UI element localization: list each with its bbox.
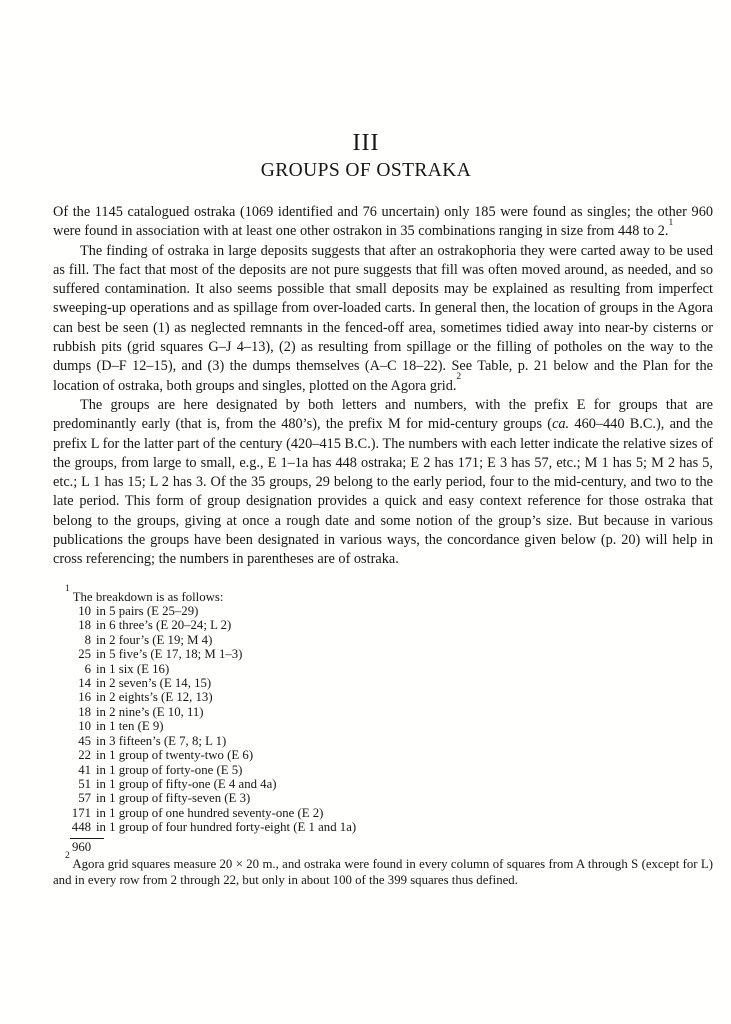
item-count: 171 xyxy=(71,805,91,820)
paragraph-3-text-post: 460–440 B.C.), and the prefix L for the latter part of the century (420–415 B.C.). The numbers with each letter indicate the relative sizes of the groups, from large to small, e.g., E 1–1a has 448 ostraka; E 2 has 171; E 3 has 57, etc.; M 1 has 5; M 2 has 5, etc.; L 1 has 15; L 2 has 3. Of the 35 groups, 29 belong to the early period, four to the mid-century, and two to the late period. This form of group designation provides a quick and easy context reference for those ostraka that belong to the groups, giving at once a rough date and some notion of the group’s size. But because in various publications the groups have been designated in various ways, the concordance given below (p. 20) will help in cross referencing; the numbers in parentheses are of ostraka. xyxy=(53,416,713,568)
list-item xyxy=(53,763,713,777)
chapter-title: GROUPS OF OSTRAKA xyxy=(260,160,472,181)
item-count: 18 xyxy=(78,704,91,719)
paragraph-1 xyxy=(53,203,713,242)
list-item xyxy=(53,604,713,618)
footnote-1-marker: 1 xyxy=(65,583,70,594)
chapter-number: III xyxy=(352,130,380,156)
list-item xyxy=(53,690,713,704)
item-desc: in 2 seven’s (E 14, 15) xyxy=(96,676,212,691)
item-count: 8 xyxy=(84,632,91,647)
chapter-heading xyxy=(36,130,696,182)
list-item xyxy=(53,618,713,632)
paragraph-3-text-pre: The groups are here designated by both letters and numbers, with the prefix E for groups that are predominantly early (that is, from the 480’s), the prefix M for mid-century groups ( xyxy=(53,396,713,433)
footnote-1-intro-text: The breakdown is as follows: xyxy=(72,589,224,604)
item-desc: in 1 group of twenty-two (E 6) xyxy=(96,748,254,763)
item-desc: in 3 fifteen’s (E 7, 8; L 1) xyxy=(96,733,227,748)
list-item xyxy=(53,676,713,690)
item-count: 51 xyxy=(78,776,91,791)
item-desc: in 1 group of fifty-seven (E 3) xyxy=(96,791,251,806)
footnote-2-marker: 2 xyxy=(65,851,70,862)
item-desc: in 6 three’s (E 20–24; L 2) xyxy=(96,618,232,633)
text-block xyxy=(53,0,713,889)
item-desc: in 2 four’s (E 19; M 4) xyxy=(96,632,213,647)
list-item xyxy=(53,662,713,676)
list-item xyxy=(53,633,713,647)
paragraph-2-text: The finding of ostraka in large deposits suggests that after an ostrakophoria they were carted away to be used as fill. The fact that most of the deposits are not pure suggests that fill was often moved around, as needed, and so suffered contamination. It also seems possible that small deposits may be explained as resulting from imperfect sweeping-up operations and as spillage from over-loaded carts. In general then, the location of groups in the Agora can best be seen (1) as neglected remnants in the fenced-off area, sometimes tidied away into near-by cisterns or rubbish pits (grid squares G–J 4–13), (2) as resulting from spillage or the filling of potholes on the way to the dumps (D–F 12–15), and (3) the dumps themselves (A–C 18–22). See Table, p. 21 below and the Plan for the location of ostraka, both groups and singles, plotted on the Agora grid. xyxy=(53,242,713,394)
list-item xyxy=(53,777,713,791)
item-desc: in 2 eights’s (E 12, 13) xyxy=(96,690,213,705)
paragraph-3 xyxy=(53,396,713,570)
footnote-1-intro xyxy=(53,583,713,604)
paragraph-2 xyxy=(53,242,713,396)
list-item xyxy=(53,806,713,820)
footnote-1-breakdown-list xyxy=(53,604,713,854)
item-count: 45 xyxy=(78,733,91,748)
footnote-2 xyxy=(53,851,713,889)
item-count: 448 xyxy=(71,820,91,835)
list-item xyxy=(53,734,713,748)
list-item xyxy=(53,647,713,661)
paragraph-1-text: Of the 1145 catalogued ostraka (1069 identified and 76 uncertain) only 185 were found as singles; the other 960 were found in association with at least one other ostrakon in 35 combinations ranging in size from 448 to 2. xyxy=(53,204,713,240)
item-count: 6 xyxy=(84,661,91,676)
item-desc: in 1 six (E 16) xyxy=(96,661,170,676)
item-desc: in 1 group of one hundred seventy-one (E 2) xyxy=(96,805,324,820)
item-desc: in 1 group of fifty-one (E 4 and 4a) xyxy=(96,776,277,791)
breakdown-total: 960 xyxy=(72,839,92,854)
item-desc: in 1 group of forty-one (E 5) xyxy=(96,762,243,777)
item-count: 10 xyxy=(78,719,91,734)
list-item xyxy=(53,820,713,834)
paragraph-3-circa-abbrev: ca. xyxy=(552,416,570,433)
item-desc: in 1 group of four hundred forty-eight (E 1 and 1a) xyxy=(96,820,357,835)
list-item xyxy=(53,705,713,719)
item-desc: in 5 five’s (E 17, 18; M 1–3) xyxy=(96,647,243,662)
item-count: 22 xyxy=(78,748,91,763)
footnote-reference-2: 2 xyxy=(456,372,462,383)
item-count: 18 xyxy=(78,618,91,633)
item-count: 14 xyxy=(78,676,91,691)
item-count: 25 xyxy=(78,647,91,662)
list-item xyxy=(53,748,713,762)
item-count: 10 xyxy=(78,604,91,619)
item-count: 57 xyxy=(78,791,91,806)
item-desc: in 5 pairs (E 25–29) xyxy=(96,604,199,619)
list-item xyxy=(53,719,713,733)
item-desc: in 2 nine’s (E 10, 11) xyxy=(96,704,204,719)
footnote-reference-1: 1 xyxy=(668,218,674,229)
sum-rule xyxy=(70,838,104,839)
item-count: 16 xyxy=(78,690,91,705)
item-desc: in 1 ten (E 9) xyxy=(96,719,164,734)
body-text xyxy=(53,203,713,570)
item-count: 41 xyxy=(78,762,91,777)
footnotes-section xyxy=(53,583,713,889)
footnote-2-text: Agora grid squares measure 20 × 20 m., and ostraka were found in every column of squares from A through S (except for L) and in every row from 2 through 22, but only in about 100 of the 399 squares thus defined. xyxy=(53,856,713,887)
list-item xyxy=(53,791,713,805)
